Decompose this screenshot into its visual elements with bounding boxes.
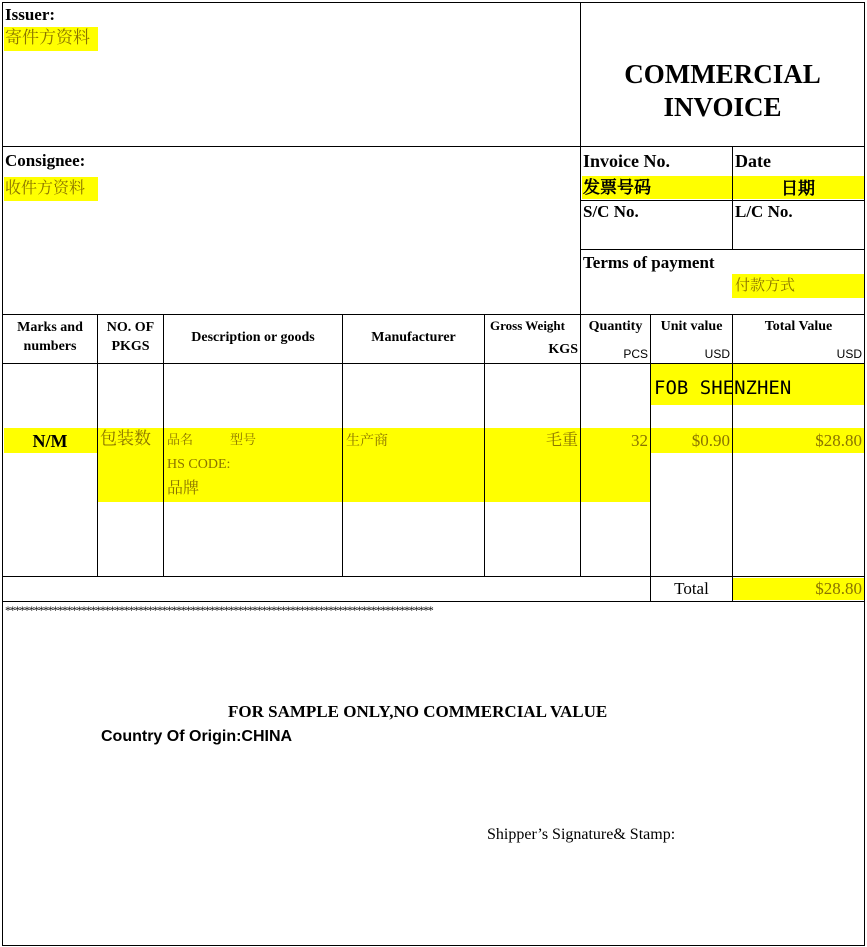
col-unit-value-unit: USD: [704, 347, 730, 361]
item-gross-weight: 毛重: [545, 430, 578, 449]
col-manufacturer: Manufacturer: [371, 330, 456, 345]
consignee-label: Consignee:: [5, 151, 86, 170]
col-marks-line1: Marks and: [17, 320, 83, 335]
date-value: 日期: [781, 179, 815, 199]
trade-term: FOB SHENZHEN: [654, 377, 792, 399]
col-pkgs-line1: NO. OF: [106, 320, 155, 335]
shipper-signature-label: Shipper’s Signature& Stamp:: [487, 826, 676, 843]
col-quantity-unit: PCS: [623, 347, 648, 361]
payment-label: Terms of payment: [583, 253, 715, 272]
col-total-value-unit: USD: [836, 347, 862, 361]
consignee-value: 收件方资料: [5, 178, 86, 197]
col-marks-line2: numbers: [23, 339, 77, 354]
item-hs-code: HS CODE:: [167, 457, 231, 472]
sample-note: FOR SAMPLE ONLY,NO COMMERCIAL VALUE: [228, 702, 608, 721]
col-description: Description or goods: [191, 330, 315, 345]
col-gross-unit: KGS: [548, 342, 578, 357]
total-value: $28.80: [815, 579, 862, 598]
lc-no-label: L/C No.: [735, 202, 793, 221]
item-product-name: 品名: [167, 433, 194, 448]
item-unit-value: $0.90: [691, 431, 730, 450]
item-pkgs: 包装数: [100, 429, 151, 449]
issuer-value: 寄件方资料: [5, 28, 90, 48]
total-label: Total: [674, 579, 709, 598]
sc-no-label: S/C No.: [583, 202, 639, 221]
invoice-no-value: 发票号码: [583, 178, 651, 198]
item-manufacturer: 生产商: [346, 433, 388, 449]
invoice-no-label: Invoice No.: [583, 151, 670, 171]
date-label: Date: [735, 151, 771, 171]
invoice-title-line2: INVOICE: [663, 92, 782, 122]
invoice-title-line1: COMMERCIAL: [624, 59, 821, 89]
item-model: 型号: [230, 433, 257, 448]
col-quantity: Quantity: [588, 319, 643, 334]
col-pkgs-line2: PKGS: [111, 339, 150, 354]
col-total-value: Total Value: [764, 319, 833, 334]
item-total-value: $28.80: [815, 431, 862, 450]
asterisk-separator: ******************************************************************************************: [5, 603, 433, 617]
payment-value: 付款方式: [735, 276, 796, 294]
item-marks: N/M: [32, 431, 68, 451]
issuer-label: Issuer:: [5, 5, 56, 24]
country-of-origin: Country Of Origin:CHINA: [101, 728, 293, 745]
item-brand: 品牌: [167, 478, 200, 497]
item-quantity: 32: [631, 431, 648, 450]
col-unit-value: Unit value: [660, 319, 723, 334]
col-gross-weight: Gross Weight: [489, 318, 565, 333]
